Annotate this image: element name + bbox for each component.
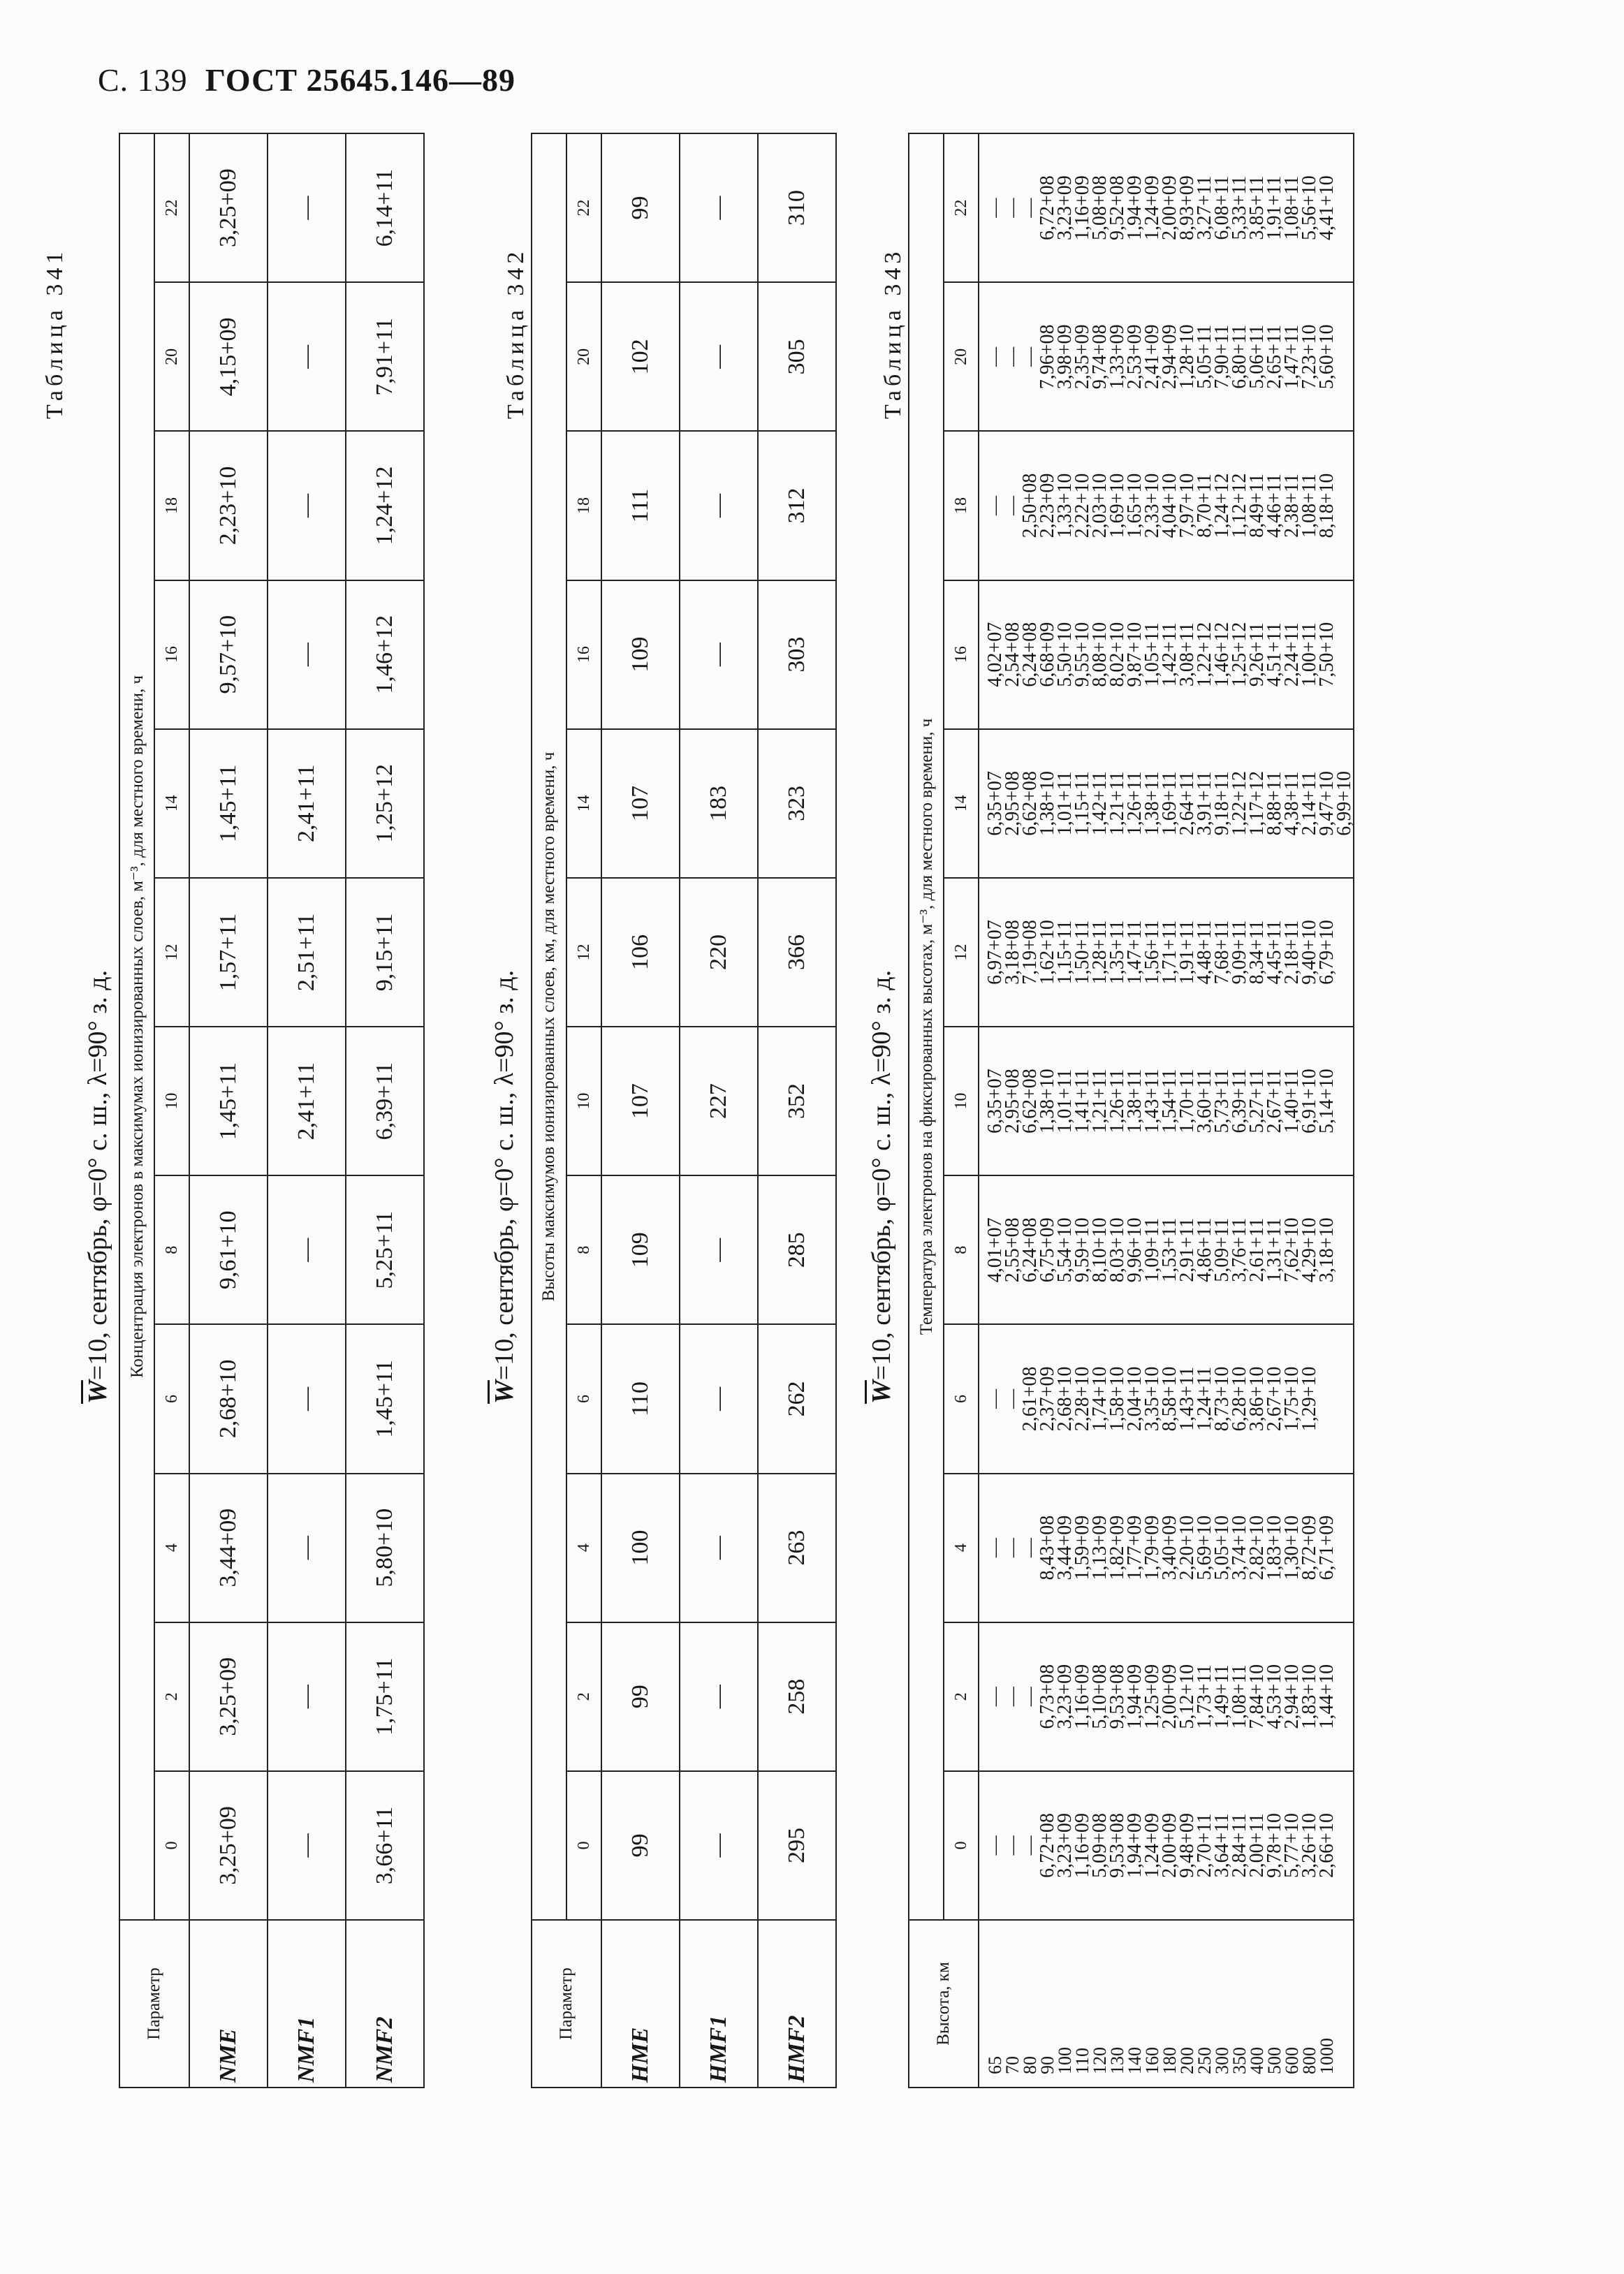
hour-header: 10 <box>154 1027 189 1175</box>
table-cell: 285 <box>758 1175 836 1324</box>
table-cell: 263 <box>758 1474 836 1622</box>
table-cell: 6,39+11 <box>346 1027 424 1175</box>
table-cell: 2,41+11 <box>268 1027 346 1175</box>
standard-code: ГОСТ 25645.146—89 <box>205 62 516 98</box>
table-cell: — <box>268 1771 346 1920</box>
hour-header: 4 <box>944 1474 979 1622</box>
table-cell: 262 <box>758 1324 836 1473</box>
table-cell: — <box>680 1622 758 1771</box>
hour-header: 12 <box>154 878 189 1027</box>
table-row <box>680 133 758 2088</box>
hour-header: 22 <box>566 133 601 282</box>
param-name: HMF1 <box>680 1920 758 2088</box>
table-cell: 303 <box>758 580 836 729</box>
hour-header: 4 <box>566 1474 601 1622</box>
hour-header: 2 <box>154 1622 189 1771</box>
value-column: — — — 6,72+08 3,23+09 1,16+09 5,08+08 9,52+08 1,94+09 1,24+09 2,00+09 8,93+09 3,27+11 6,08+11 5,33+11 3,85+11 1,91+11 1,08+11 5,56+10 4,41+10 <box>979 133 1354 282</box>
hour-header: 2 <box>566 1622 601 1771</box>
table-cell: — <box>680 1771 758 1920</box>
table-cell: 9,15+11 <box>346 878 424 1027</box>
table-cell: 109 <box>601 580 680 729</box>
value-column: — — — 6,72+08 3,23+09 1,16+09 5,09+08 9,53+08 1,94+09 1,24+09 2,00+09 9,48+09 2,70+11 3,64+11 2,84+11 2,00+11 9,78+10 5,77+10 3,26+10 2,66+10 <box>979 1771 1354 1920</box>
table-cell: 323 <box>758 729 836 878</box>
table-cell: 7,91+11 <box>346 282 424 431</box>
hour-header: 12 <box>944 878 979 1027</box>
table-row <box>346 133 424 2088</box>
hour-header: 18 <box>944 431 979 580</box>
hour-header: 6 <box>566 1324 601 1473</box>
table-cell: 9,57+10 <box>189 580 268 729</box>
hour-header: 8 <box>944 1175 979 1324</box>
table-341 <box>119 133 425 2088</box>
table-cell: 9,61+10 <box>189 1175 268 1324</box>
table-cell: 295 <box>758 1771 836 1920</box>
table-cell: — <box>680 431 758 580</box>
table-cell: 100 <box>601 1474 680 1622</box>
hour-header: 4 <box>154 1474 189 1622</box>
param-header: Параметр <box>119 1920 189 2088</box>
table-cell: 110 <box>601 1324 680 1473</box>
hour-header: 12 <box>566 878 601 1027</box>
table-cell: 4,15+09 <box>189 282 268 431</box>
super-header: Температура электронов на фиксированных высотах, м⁻³, для местного времени, ч <box>909 133 944 1920</box>
hour-header: 8 <box>566 1175 601 1324</box>
table-343 <box>908 133 1354 2088</box>
table-cell: 1,46+12 <box>346 580 424 729</box>
param-name: NMF2 <box>346 1920 424 2088</box>
table-cell: — <box>268 1324 346 1473</box>
hour-header: 14 <box>944 729 979 878</box>
table-cell: 3,25+09 <box>189 1771 268 1920</box>
table-cell: — <box>680 1324 758 1473</box>
table-row <box>758 133 836 2088</box>
table-cell: — <box>268 1474 346 1622</box>
param-name: HMF2 <box>758 1920 836 2088</box>
value-column: 6,97+07 3,18+08 7,19+08 1,62+10 1,15+11 1,50+11 1,28+11 1,35+11 1,47+11 1,56+11 1,71+11 1,91+11 4,48+11 7,68+11 9,09+11 8,34+11 4,45+11 2,18+11 9,40+10 6,79+10 <box>979 878 1354 1027</box>
table-cell: — <box>268 133 346 282</box>
table-cell: 1,45+11 <box>189 1027 268 1175</box>
hour-header: 8 <box>154 1175 189 1324</box>
hour-header: 2 <box>944 1622 979 1771</box>
table-row <box>189 133 268 2088</box>
hour-header: 16 <box>154 580 189 729</box>
hour-header: 0 <box>154 1771 189 1920</box>
value-column: — — — 6,73+08 3,23+09 1,16+09 5,10+08 9,53+08 1,94+09 1,25+09 2,00+09 5,12+10 1,73+11 1,49+11 1,08+11 7,84+10 4,53+10 2,94+10 1,83+10 1,44+10 <box>979 1622 1354 1771</box>
table-cell: 1,24+12 <box>346 431 424 580</box>
table-cell: 5,25+11 <box>346 1175 424 1324</box>
table-cell: 3,44+09 <box>189 1474 268 1622</box>
table-cell: 312 <box>758 431 836 580</box>
param-name: NME <box>189 1920 268 2088</box>
hour-header: 10 <box>566 1027 601 1175</box>
hour-header: 10 <box>944 1027 979 1175</box>
table-row <box>268 133 346 2088</box>
table-cell: — <box>268 580 346 729</box>
table-cell: 106 <box>601 878 680 1027</box>
super-header: Концентрация электронов в максимумах ионизированных слоев, м⁻³, для местного времени, ч <box>119 133 154 1920</box>
table-cell: 3,25+09 <box>189 133 268 282</box>
table-cell: 1,75+11 <box>346 1622 424 1771</box>
value-column: 4,02+07 2,54+08 6,24+08 6,68+09 5,50+10 9,55+10 8,08+10 8,02+10 9,87+10 1,05+11 1,42+11 3,08+11 1,22+12 1,46+12 1,25+12 9,26+11 4,51+11 2,24+11 1,00+11 7,50+10 <box>979 580 1354 729</box>
table-cell: 111 <box>601 431 680 580</box>
table-cell: 2,51+11 <box>268 878 346 1027</box>
table-cell: 2,23+10 <box>189 431 268 580</box>
table-cell: 2,68+10 <box>189 1324 268 1473</box>
table-cell: 366 <box>758 878 836 1027</box>
table-cell: 1,25+12 <box>346 729 424 878</box>
param-name: NMF1 <box>268 1920 346 2088</box>
table-cell: 220 <box>680 878 758 1027</box>
table-342-title: $\overline{W}=10$, сентябрь, φ=0° с. ш., λ=90° з. д. <box>490 969 519 1404</box>
hour-header: 16 <box>944 580 979 729</box>
value-column: 4,01+07 2,55+08 6,24+08 6,75+09 5,54+10 9,59+10 8,10+10 8,03+10 9,96+10 1,09+11 1,53+11 2,91+11 4,86+11 5,09+11 3,76+11 2,61+11 1,31+11 7,62+10 4,29+10 3,18+10 <box>979 1175 1354 1324</box>
page-header <box>98 61 515 98</box>
value-column: — — 2,61+08 2,37+09 2,68+10 2,28+10 1,74+10 1,58+10 2,04+10 3,35+10 8,58+10 1,43+11 1,24+11 8,73+10 6,28+10 3,86+10 2,67+10 1,75+10 1,29+10 <box>979 1324 1354 1473</box>
table-cell: 183 <box>680 729 758 878</box>
table-cell: 99 <box>601 133 680 282</box>
table-cell: 310 <box>758 133 836 282</box>
table-cell: 109 <box>601 1175 680 1324</box>
table-cell: — <box>680 1474 758 1622</box>
table-cell: — <box>268 1622 346 1771</box>
table-cell: — <box>268 282 346 431</box>
hour-header: 18 <box>566 431 601 580</box>
table-343-label: Таблица 343 <box>880 247 906 419</box>
rotated-content <box>0 119 1551 2144</box>
value-column: 6,35+07 2,95+08 6,62+08 1,38+10 1,01+11 1,41+11 1,21+11 1,26+11 1,38+11 1,43+11 1,54+11 1,70+11 3,60+11 5,73+11 6,39+11 5,27+11 2,67+11 1,40+11 6,91+10 5,14+10 <box>979 1027 1354 1175</box>
table-cell: 99 <box>601 1771 680 1920</box>
table-cell: 258 <box>758 1622 836 1771</box>
table-cell: 1,57+11 <box>189 878 268 1027</box>
table-342 <box>531 133 837 2088</box>
table-cell: 1,45+11 <box>346 1324 424 1473</box>
table-cell: 107 <box>601 1027 680 1175</box>
table-cell: 3,66+11 <box>346 1771 424 1920</box>
hour-header: 6 <box>154 1324 189 1473</box>
table-cell: 2,41+11 <box>268 729 346 878</box>
table-cell: 102 <box>601 282 680 431</box>
table-cell: 99 <box>601 1622 680 1771</box>
table-341-label: Таблица 341 <box>42 247 68 419</box>
value-column: — — — 7,96+08 3,98+09 2,35+09 9,74+08 1,33+09 2,53+09 2,41+09 2,94+09 1,28+10 5,05+11 7,90+11 6,80+11 5,06+11 2,65+11 1,47+11 7,23+10 5,60+10 <box>979 282 1354 431</box>
table-cell: 107 <box>601 729 680 878</box>
altitude-column: 65 70 80 90 100 110 120 130 140 160 180 200 250 300 350 400 500 600 800 1000 <box>979 1920 1354 2088</box>
table-cell: 3,25+09 <box>189 1622 268 1771</box>
hour-header: 22 <box>154 133 189 282</box>
page-number: С. 139 <box>98 62 188 98</box>
table-342-label: Таблица 342 <box>503 247 529 419</box>
table-cell: 352 <box>758 1027 836 1175</box>
param-name: HME <box>601 1920 680 2088</box>
hour-header: 6 <box>944 1324 979 1473</box>
table-row <box>601 133 680 2088</box>
table-341-title: $\overline{W}=10$, сентябрь, φ=0° с. ш., λ=90° з. д. <box>83 969 112 1404</box>
hour-header: 20 <box>154 282 189 431</box>
table-cell: 227 <box>680 1027 758 1175</box>
table-cell: — <box>680 580 758 729</box>
hour-header: 20 <box>566 282 601 431</box>
table-cell: 6,14+11 <box>346 133 424 282</box>
table-cell: 305 <box>758 282 836 431</box>
table-cell: — <box>680 282 758 431</box>
table-cell: — <box>268 431 346 580</box>
hour-header: 14 <box>154 729 189 878</box>
value-column: — — — 8,43+08 3,44+09 1,59+09 1,13+09 1,82+09 1,77+09 1,79+09 3,40+09 2,20+10 5,69+10 5,05+10 3,74+10 2,82+10 1,83+10 1,30+10 8,72+09 6,71+09 <box>979 1474 1354 1622</box>
table-cell: — <box>680 133 758 282</box>
table-cell: 1,45+11 <box>189 729 268 878</box>
table-cell: — <box>680 1175 758 1324</box>
hour-header: 0 <box>944 1771 979 1920</box>
value-column: 6,35+07 2,95+08 6,62+08 1,38+10 1,01+11 1,15+11 1,42+11 1,21+11 1,26+11 1,38+11 1,69+11 2,64+11 3,91+11 9,18+11 1,22+12 1,17+12 8,88+11 4,38+11 2,14+11 9,47+10 6,99+10 <box>979 729 1354 878</box>
table-cell: 5,80+10 <box>346 1474 424 1622</box>
hour-header: 16 <box>566 580 601 729</box>
alt-header: Высота, км <box>909 1920 979 2088</box>
hour-header: 14 <box>566 729 601 878</box>
param-header: Параметр <box>532 1920 601 2088</box>
hour-header: 18 <box>154 431 189 580</box>
table-343-title: $\overline{W}=10$, сентябрь, φ=0° с. ш., λ=90° з. д. <box>867 969 896 1404</box>
hour-header: 20 <box>944 282 979 431</box>
hour-header: 22 <box>944 133 979 282</box>
table-cell: — <box>268 1175 346 1324</box>
super-header: Высоты максимумов ионизированных слоев, км, для местного времени, ч <box>532 133 566 1920</box>
value-column: — — 2,50+08 2,23+09 1,33+10 2,22+10 2,03+10 1,69+10 1,65+10 2,33+10 4,04+10 7,97+10 8,70+11 1,24+12 1,12+12 8,49+11 4,46+11 2,38+11 1,08+11 8,18+10 <box>979 431 1354 580</box>
hour-header: 0 <box>566 1771 601 1920</box>
